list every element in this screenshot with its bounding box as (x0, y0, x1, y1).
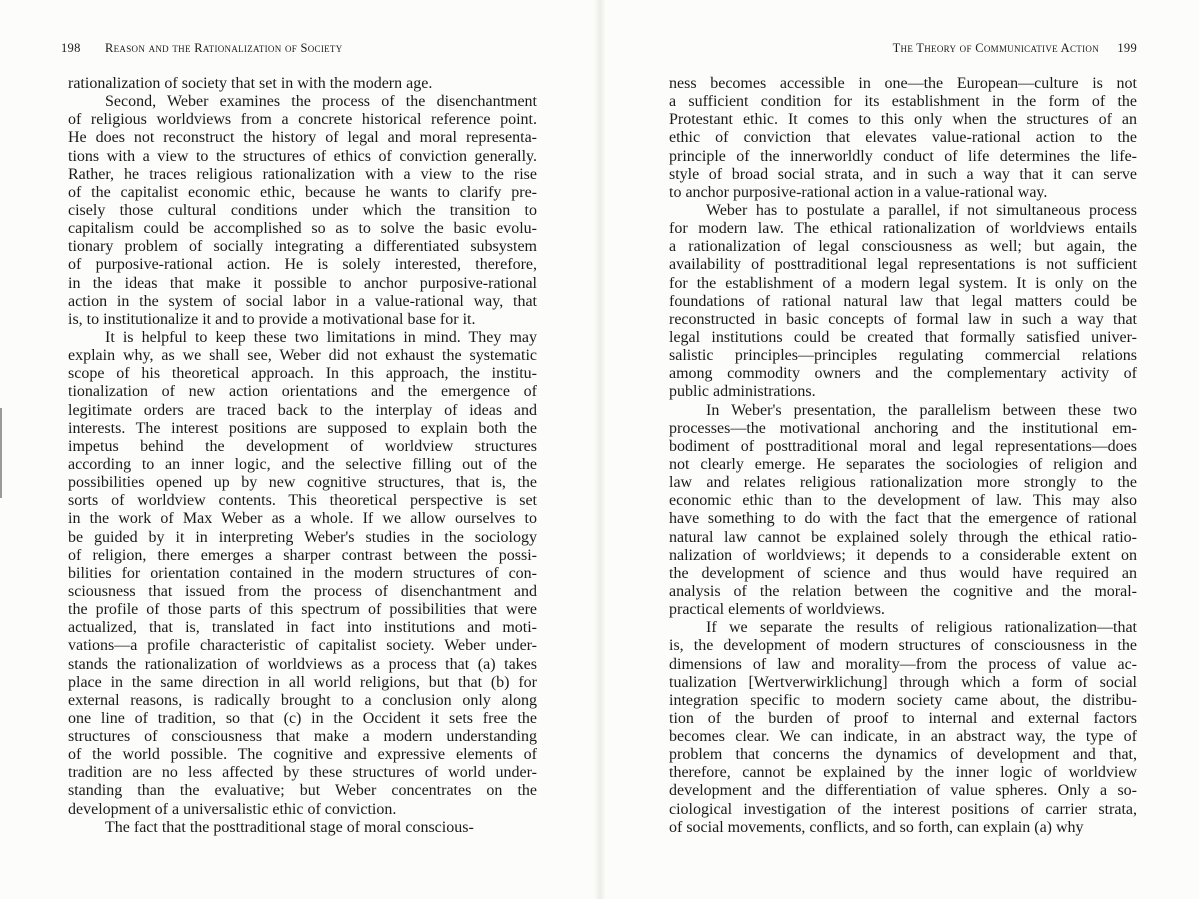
right-page (669, 0, 1137, 899)
left-text-line: vations—a profile characteristic of capitalist society. Weber under- (68, 637, 537, 655)
right-running-title: The Theory of Communicative Action (892, 41, 1099, 55)
left-text-line: of religious worldviews from a concrete historical reference point. (68, 111, 537, 129)
right-text-line: becomes clear. We can indicate, in an abstract way, the type of (669, 728, 1137, 746)
left-text-line: capitalism could be accomplished so as to solve the basic evolu- (68, 220, 537, 238)
right-text-line: development and the differentiation of value spheres. Only a so- (669, 782, 1137, 800)
right-text-line: tion of the burden of proof to internal and external factors (669, 709, 1137, 727)
left-text-line: according to an inner logic, and the selective filling out of the (68, 455, 537, 473)
right-text-line: ness becomes accessible in one—the European—culture is not (669, 75, 1137, 92)
right-text-line: public administrations. (669, 383, 816, 401)
left-text-line: be guided by it in interpreting Weber's studies in the sociology (68, 528, 537, 546)
left-text-line: Rather, he traces religious rationalization with a view to the rise (68, 165, 537, 183)
left-text-line: sciousness that issued from the process of disenchantment and (68, 582, 537, 600)
right-text-line: economic ethic than to the development of law. This may also (669, 492, 1137, 510)
left-text-line: of religion, there emerges a sharper contrast between the possi- (68, 546, 537, 564)
left-text-line: one line of tradition, so that (c) in the Occident it sets free the (68, 709, 537, 727)
right-text-line: processes—the motivational anchoring and the institutional em- (669, 419, 1137, 437)
right-text-line: style of broad social strata, and in such a way that it can serve (669, 165, 1137, 183)
left-page-number: 198 (61, 41, 81, 55)
right-text-line: nalization of worldviews; it depends to a considerable extent on (669, 546, 1137, 564)
left-text-line: standing than the evaluative; but Weber concentrates on the (68, 782, 537, 800)
right-text-line: dimensions of law and morality—from the process of value ac- (669, 655, 1137, 673)
right-text-line: In Weber's presentation, the parallelism between these two (706, 401, 1137, 419)
right-text-line: salistic principles—principles regulating commercial relations (669, 347, 1137, 365)
right-text-line: integration specific to modern society came about, the distribu- (669, 691, 1137, 709)
left-text-line: tionalization of new action orientations and the emergence of (68, 383, 537, 401)
page-edge-mark (0, 408, 2, 498)
right-text-line: natural law cannot be explained solely through the ethical ratio- (669, 528, 1137, 546)
right-text-line: reconstructed in basic concepts of formal law in such a way that (669, 310, 1137, 328)
right-text-line: legal institutions could be created that formally satisfied univer- (669, 328, 1137, 346)
right-text-line: a sufficient condition for its establishment in the form of the (669, 93, 1137, 111)
left-text-line: tions with a view to the structures of ethics of conviction generally. (68, 147, 537, 165)
left-text-line: interests. The interest positions are supposed to explain both the (68, 419, 537, 437)
left-text-line: Second, Weber examines the process of the disenchantment (105, 93, 537, 111)
right-text-line: principle of the innerworldly conduct of life determines the life- (669, 147, 1137, 165)
book-gutter (594, 0, 606, 899)
left-text-line: of the world possible. The cognitive and expressive elements of (68, 746, 537, 764)
right-text-line: bodiment of posttraditional moral and legal representations—does (669, 437, 1137, 455)
left-text-line: He does not reconstruct the history of legal and moral representa- (68, 129, 537, 147)
left-text-line: place in the same direction in all world religions, but that (b) for (68, 673, 537, 691)
left-text-line: sorts of worldview contents. This theoretical perspective is set (68, 492, 537, 510)
left-text-line: bilities for orientation contained in the modern structures of con- (68, 564, 537, 582)
left-running-head (61, 40, 537, 56)
left-page-text (68, 75, 537, 837)
right-text-line: availability of posttraditional legal representations is not sufficient (669, 256, 1137, 274)
right-text-line: analysis of the relation between the cognitive and the moral- (669, 582, 1137, 600)
right-text-line: to anchor purposive-rational action in a value-rational way. (669, 183, 1048, 201)
right-text-line: a rationalization of legal consciousness as well; but again, the (669, 238, 1137, 256)
left-text-line: action in the system of social labor in a value-rational way, that (68, 292, 537, 310)
right-text-line: ethic of conviction that elevates value-rational action to the (669, 129, 1137, 147)
left-text-line: tradition are no less affected by these structures of world under- (68, 764, 537, 782)
left-text-line: structures of consciousness that make a modern understanding (68, 728, 537, 746)
left-text-line: legitimate orders are traced back to the interplay of ideas and (68, 401, 537, 419)
left-text-line: in the work of Max Weber as a whole. If we allow ourselves to (68, 510, 537, 528)
left-text-line: The fact that the posttraditional stage of moral conscious- (105, 818, 474, 836)
left-text-line: of purposive-rational action. He is solely interested, therefore, (68, 256, 537, 274)
left-text-line: actualized, that is, translated in fact into institutions and moti- (68, 619, 537, 637)
right-page-text (669, 75, 1137, 837)
left-text-line: tionary problem of socially integrating a differentiated subsystem (68, 238, 537, 256)
right-text-line: have something to do with the fact that the emergence of rational (669, 510, 1137, 528)
left-text-line: stands the rationalization of worldviews as a process that (a) takes (68, 655, 537, 673)
left-running-title: Reason and the Rationalization of Society (105, 41, 343, 55)
right-text-line: problem that concerns the dynamics of development and that, (669, 746, 1137, 764)
left-text-line: development of a universalistic ethic of conviction. (68, 800, 397, 818)
left-text-line: It is helpful to keep these two limitations in mind. They may (105, 328, 537, 346)
left-text-line: rationalization of society that set in with the modern age. (68, 75, 433, 92)
left-page (61, 0, 537, 899)
right-text-line: is, the development of modern structures of consciousness in the (669, 637, 1137, 655)
right-text-line: practical elements of worldviews. (669, 601, 885, 619)
right-text-line: of social movements, conflicts, and so forth, can explain (a) why (669, 818, 1084, 836)
right-text-line: foundations of rational natural law that legal matters could be (669, 292, 1137, 310)
right-text-line: therefore, cannot be explained by the inner logic of worldview (669, 764, 1137, 782)
right-text-line: tualization [Wertverwirklichung] through which a form of social (669, 673, 1137, 691)
right-text-line: Protestant ethic. It comes to this only when the structures of an (669, 111, 1137, 129)
left-text-line: is, to institutionalize it and to provide a motivational base for it. (68, 310, 476, 328)
right-text-line: law and relates religious rationalization more strongly to the (669, 474, 1137, 492)
right-page-number: 199 (1117, 41, 1137, 55)
left-text-line: scope of his theoretical approach. In this approach, the institu- (68, 365, 537, 383)
right-text-line: ciological investigation of the interest positions of carrier strata, (669, 800, 1137, 818)
right-text-line: If we separate the results of religious rationalization—that (706, 619, 1137, 637)
left-text-line: of the capitalist economic ethic, because he wants to clarify pre- (68, 183, 537, 201)
left-text-line: the profile of those parts of this spectrum of possibilities that were (68, 601, 537, 619)
right-text-line: for the establishment of a modern legal system. It is only on the (669, 274, 1137, 292)
left-text-line: cisely those cultural conditions under which the transition to (68, 201, 537, 219)
left-text-line: explain why, as we shall see, Weber did not exhaust the systematic (68, 347, 537, 365)
left-text-line: in the ideas that make it possible to anchor purposive-rational (68, 274, 537, 292)
right-text-line: among commodity owners and the complementary activity of (669, 365, 1137, 383)
left-text-line: external reasons, is radically brought to a conclusion only along (68, 691, 537, 709)
right-text-line: the development of science and thus would have required an (669, 564, 1137, 582)
right-text-line: Weber has to postulate a parallel, if not simultaneous process (706, 201, 1137, 219)
right-text-line: for modern law. The ethical rationalization of worldviews entails (669, 220, 1137, 238)
left-text-line: possibilities opened up by new cognitive structures, that is, the (68, 474, 537, 492)
right-running-head (669, 40, 1137, 56)
right-text-line: not clearly emerge. He separates the sociologies of religion and (669, 455, 1137, 473)
left-text-line: impetus behind the development of worldview structures (68, 437, 537, 455)
